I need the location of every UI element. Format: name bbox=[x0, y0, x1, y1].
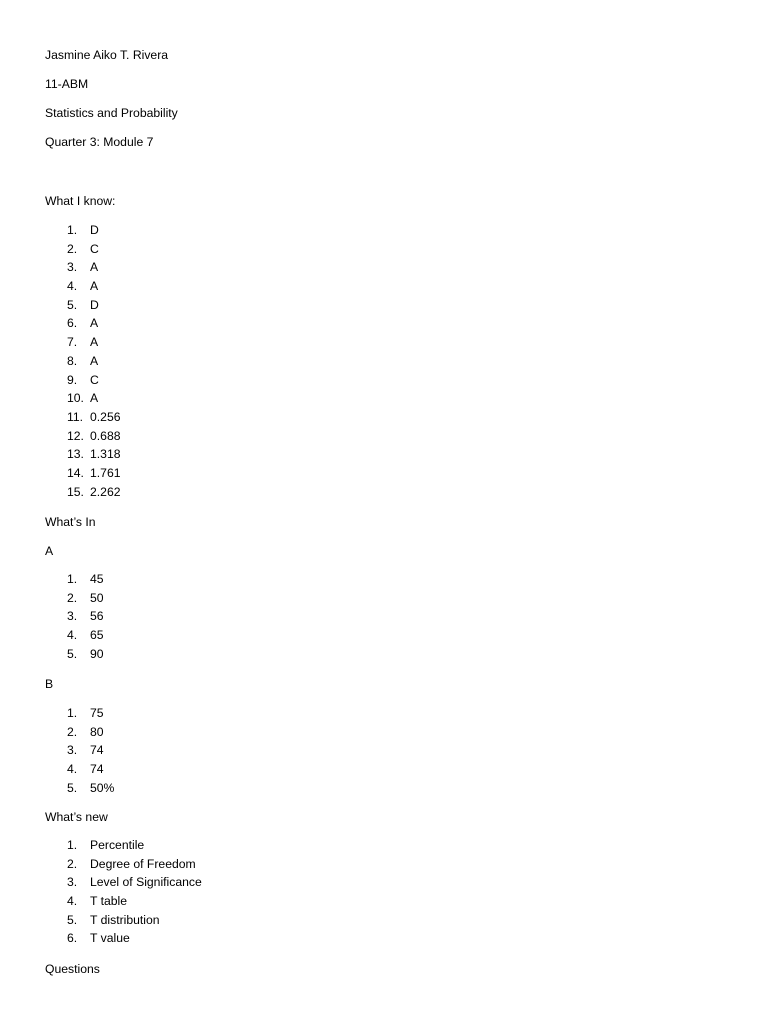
list-item-text: 90 bbox=[90, 646, 104, 661]
list-item-number: 8. bbox=[67, 353, 78, 368]
list-item-number: 4. bbox=[67, 279, 78, 294]
list-item-text: 0.256 bbox=[90, 409, 121, 424]
list-item-text: 75 bbox=[90, 706, 104, 720]
list-item-text: A bbox=[90, 279, 99, 294]
list-item-text: 45 bbox=[90, 572, 104, 586]
list-item-text: A bbox=[90, 353, 99, 368]
list-item-number: 3. bbox=[67, 609, 78, 624]
list-item-text: 65 bbox=[90, 628, 104, 643]
list-item-text: 1.318 bbox=[90, 447, 121, 462]
list-item-text: A bbox=[90, 391, 99, 406]
list-item-number: 14. bbox=[67, 465, 84, 480]
list-item-number: 1. bbox=[67, 572, 78, 586]
subject-title: Statistics and Probability bbox=[45, 106, 178, 120]
list-item-number: 5. bbox=[67, 646, 78, 661]
list-item-number: 5. bbox=[67, 297, 78, 312]
list-item-number: 5. bbox=[67, 780, 78, 795]
list-item-text: A bbox=[90, 260, 99, 275]
list-item-text: Degree of Freedom bbox=[90, 856, 196, 871]
list-item-number: 9. bbox=[67, 372, 78, 387]
list-item-number: 2. bbox=[67, 590, 78, 605]
list-item-number: 4. bbox=[67, 894, 78, 909]
list-item-text: C bbox=[90, 372, 99, 387]
list-item-number: 2. bbox=[67, 856, 78, 871]
list-item-number: 4. bbox=[67, 762, 78, 777]
list-item-number: 15. bbox=[67, 484, 84, 499]
whats-new-heading: What’s new bbox=[45, 810, 108, 824]
student-name: Jasmine Aiko T. Rivera bbox=[45, 48, 169, 62]
list-item-text: 74 bbox=[90, 743, 104, 758]
list-item-number: 1. bbox=[67, 223, 78, 237]
list-item-text: T value bbox=[90, 931, 130, 946]
list-item-number: 1. bbox=[67, 706, 78, 720]
part-b-label: B bbox=[45, 677, 54, 691]
list-item-text: Percentile bbox=[90, 838, 145, 852]
list-item-text: 56 bbox=[90, 609, 104, 624]
list-item-text: D bbox=[90, 223, 99, 237]
questions-heading: Questions bbox=[45, 962, 100, 976]
list-item-number: 3. bbox=[67, 260, 78, 275]
list-item-text: C bbox=[90, 241, 99, 256]
list-item-number: 2. bbox=[67, 724, 78, 739]
list-item-number: 12. bbox=[67, 428, 84, 443]
grade-section: 11-ABM bbox=[45, 77, 89, 91]
list-item-text: 2.262 bbox=[90, 484, 121, 499]
list-item-text: 50% bbox=[90, 780, 115, 795]
list-item-number: 3. bbox=[67, 875, 78, 890]
list-item-text: 74 bbox=[90, 762, 104, 777]
list-item-text: A bbox=[90, 316, 99, 331]
list-item-number: 11. bbox=[67, 409, 84, 424]
list-item-number: 3. bbox=[67, 743, 78, 758]
what-i-know-heading: What I know: bbox=[45, 194, 116, 208]
part-a-label: A bbox=[45, 544, 54, 558]
list-item-number: 1. bbox=[67, 838, 78, 852]
list-item-number: 5. bbox=[67, 912, 78, 927]
list-item-number: 4. bbox=[67, 628, 78, 643]
list-item-text: A bbox=[90, 335, 99, 350]
whats-in-heading: What’s In bbox=[45, 515, 96, 529]
list-item-text: Level of Significance bbox=[90, 875, 202, 890]
list-item-text: 80 bbox=[90, 724, 104, 739]
module-title: Quarter 3: Module 7 bbox=[45, 135, 154, 149]
list-item-text: 50 bbox=[90, 590, 104, 605]
list-item-text: D bbox=[90, 297, 99, 312]
list-item-text: 0.688 bbox=[90, 428, 121, 443]
list-item-number: 7. bbox=[67, 335, 78, 350]
list-item-number: 6. bbox=[67, 316, 78, 331]
list-item-number: 13. bbox=[67, 447, 84, 462]
list-item-text: T table bbox=[90, 894, 128, 909]
list-item-text: T distribution bbox=[90, 912, 160, 927]
list-item-text: 1.761 bbox=[90, 465, 121, 480]
list-item-number: 6. bbox=[67, 931, 78, 946]
list-item-number: 10. bbox=[67, 391, 84, 406]
list-item-number: 2. bbox=[67, 241, 78, 256]
